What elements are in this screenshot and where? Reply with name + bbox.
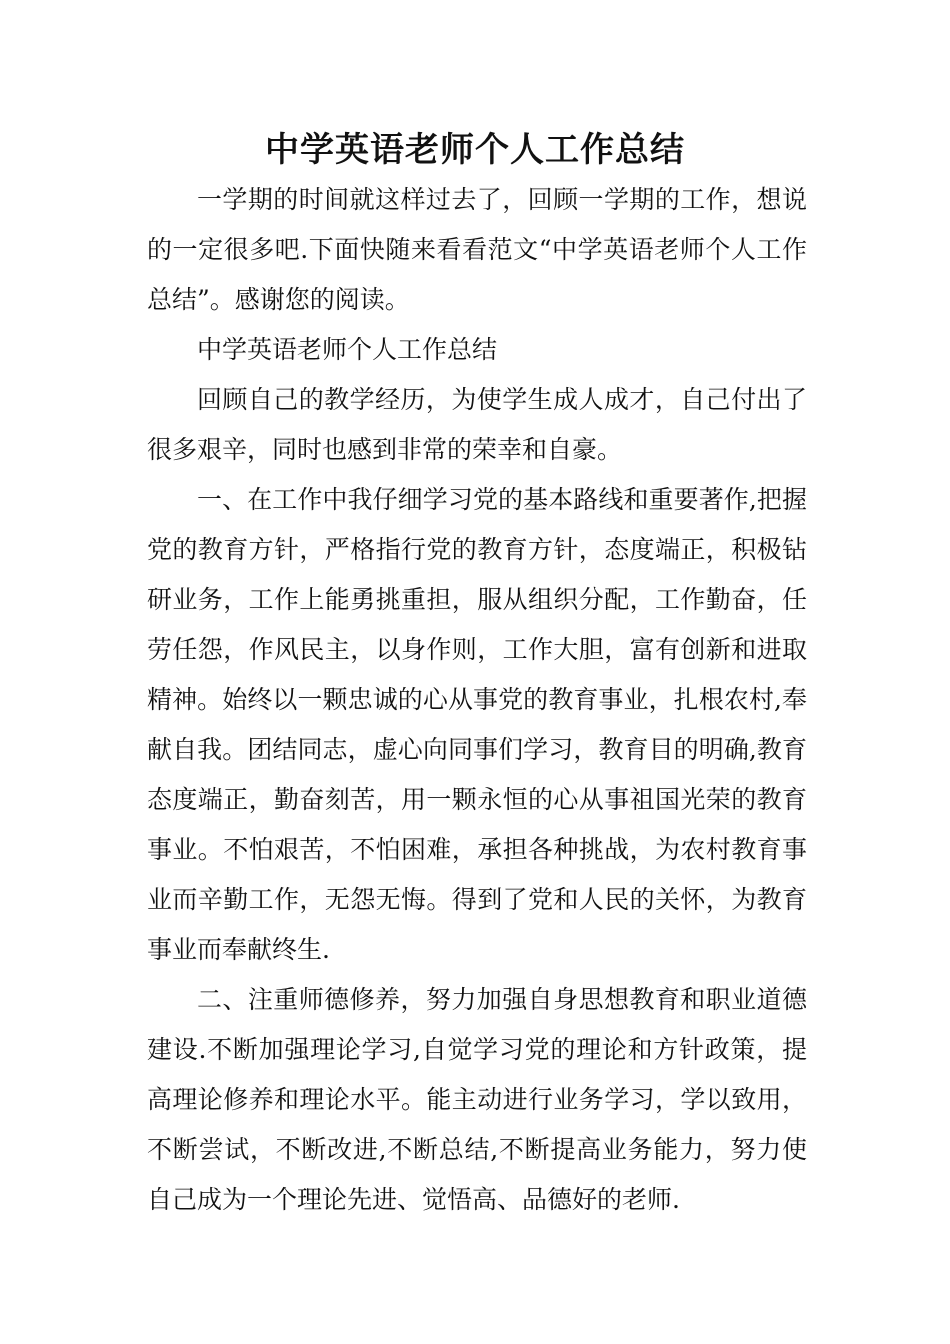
section-two-paragraph: 二、注重师德修养，努力加强自身思想教育和职业道德建设.不断加强理论学习,自觉学习党的理论和方针政策，提高理论修养和理论水平。能主动进行业务学习，学以致用，不断尝试，不断改进,不断总结,不断提高业务能力，努力使自己成为一个理论先进、觉悟高、品德好的老师. bbox=[147, 985, 807, 1214]
document-title: 中学英语老师个人工作总结 bbox=[265, 130, 685, 170]
review-paragraph: 回顾自己的教学经历，为使学生成人成才，自己付出了很多艰辛，同时也感到非常的荣幸和自豪。 bbox=[147, 385, 807, 464]
subtitle-paragraph: 中学英语老师个人工作总结 bbox=[197, 335, 498, 364]
section-one-paragraph: 一、在工作中我仔细学习党的基本路线和重要著作,把握党的教育方针，严格指行党的教育方针，态度端正，积极钻研业务，工作上能勇挑重担，服从组织分配，工作勤奋，任劳任怨，作风民主，以身作则，工作大胆，富有创新和进取精神。始终以一颗忠诚的心从事党的教育事业，扎根农村,奉献自我。团结同志，虚心向同事们学习，教育目的明确,教育态度端正，勤奋刻苦，用一颗永恒的心从事祖国光荣的教育事业。不怕艰苦，不怕困难，承担各种挑战，为农村教育事业而辛勤工作，无怨无悔。得到了党和人民的关怀，为教育事业而奉献终生. bbox=[147, 485, 807, 964]
intro-paragraph: 一学期的时间就这样过去了，回顾一学期的工作，想说的一定很多吧.下面快随来看看范文“中学英语老师个人工作总结”。感谢您的阅读。 bbox=[147, 185, 807, 314]
document-body bbox=[147, 175, 807, 1225]
